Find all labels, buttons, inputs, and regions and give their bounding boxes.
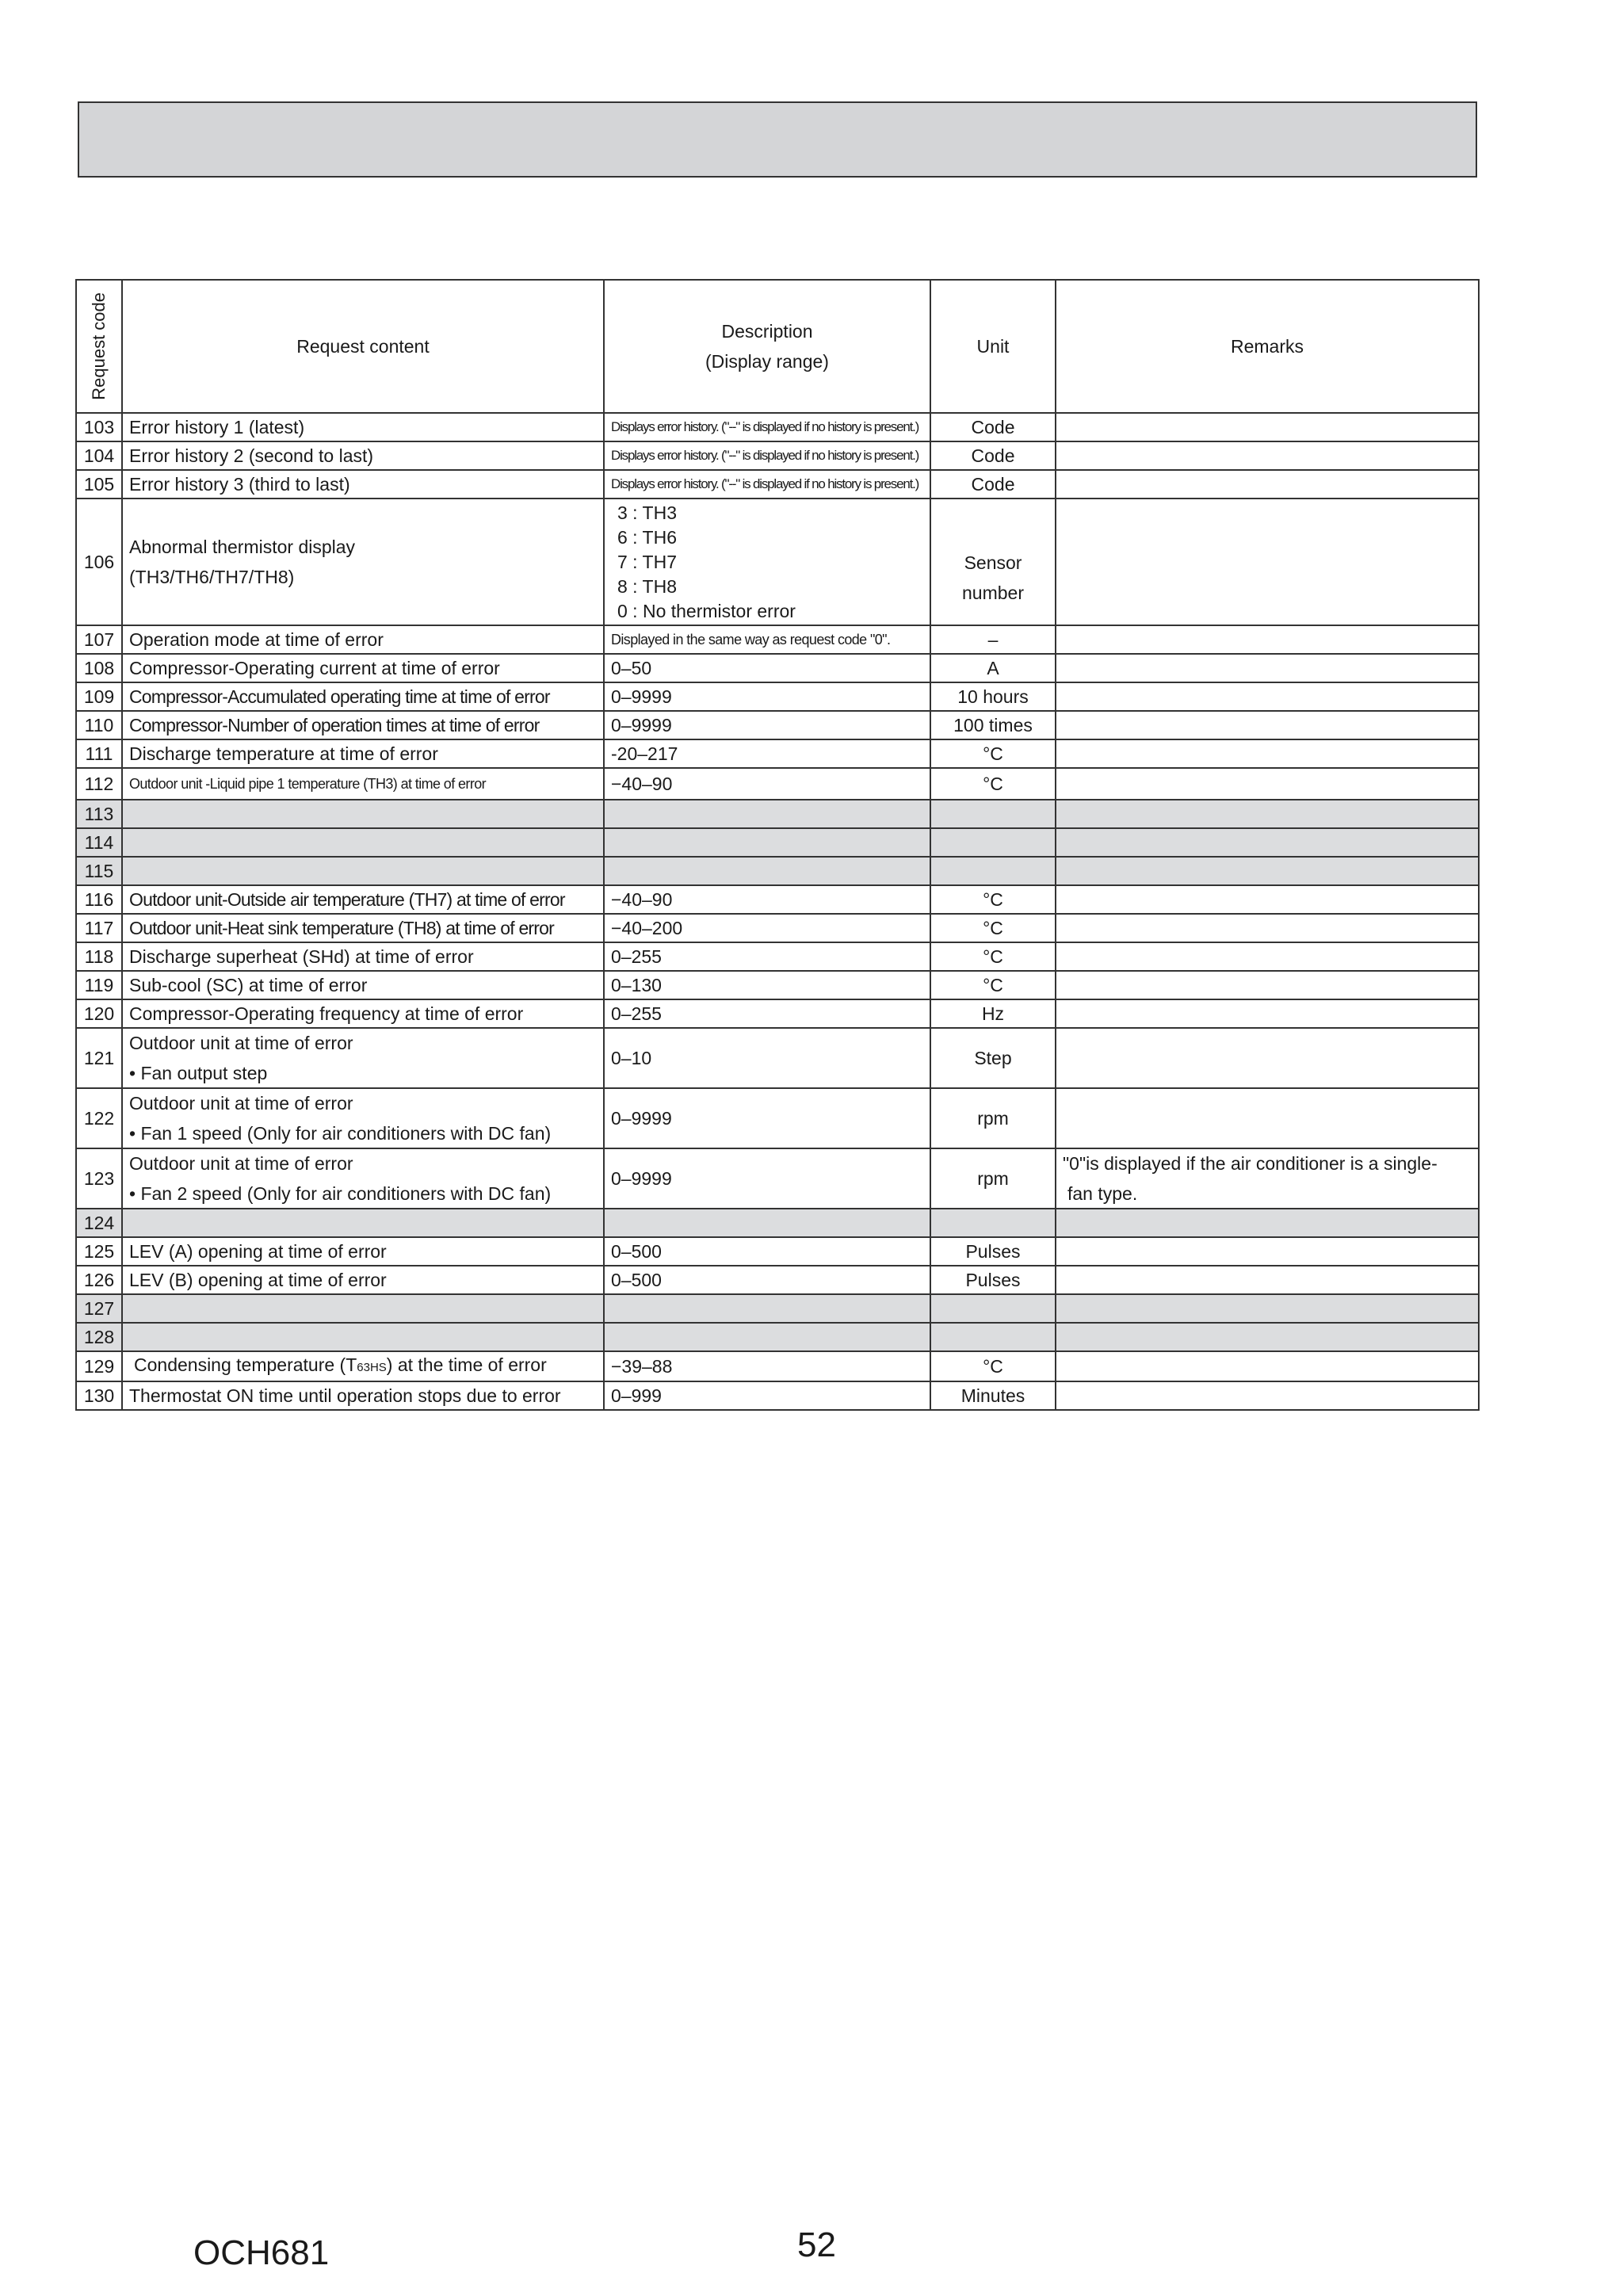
request-code: 110 <box>76 711 122 739</box>
remarks <box>1056 999 1479 1028</box>
description: 0–500 <box>604 1237 930 1266</box>
header-remarks: Remarks <box>1056 280 1479 413</box>
unit: rpm <box>930 1148 1056 1209</box>
table-row <box>76 1381 1479 1410</box>
description: 0–130 <box>604 971 930 999</box>
table-row <box>76 1266 1479 1294</box>
description: 0–9999 <box>604 682 930 711</box>
remarks <box>1056 914 1479 942</box>
request-content: Error history 3 (third to last) <box>122 470 604 499</box>
unit: Code <box>930 413 1056 441</box>
request-content: Outdoor unit-Heat sink temperature (TH8) at time of error <box>122 914 604 942</box>
table-row <box>76 654 1479 682</box>
table-row <box>76 1148 1479 1209</box>
remarks <box>1056 1028 1479 1088</box>
request-content: Outdoor unit at time of error • Fan 1 speed (Only for air conditioners with DC fan) <box>122 1088 604 1148</box>
description: −40–90 <box>604 885 930 914</box>
request-content: Outdoor unit at time of error • Fan output step <box>122 1028 604 1088</box>
request-content: Discharge superheat (SHd) at time of error <box>122 942 604 971</box>
description: -20–217 <box>604 739 930 768</box>
request-content: Outdoor unit -Liquid pipe 1 temperature (TH3) at time of error <box>122 768 604 800</box>
table-row-unused <box>76 1294 1479 1323</box>
request-content: Compressor-Operating frequency at time of error <box>122 999 604 1028</box>
table-row-unused <box>76 857 1479 885</box>
unit: – <box>930 625 1056 654</box>
request-code: 121 <box>76 1028 122 1088</box>
remarks <box>1056 625 1479 654</box>
request-code: 118 <box>76 942 122 971</box>
remarks <box>1056 971 1479 999</box>
request-code: 112 <box>76 768 122 800</box>
request-code: 106 <box>76 499 122 625</box>
table-row <box>76 885 1479 914</box>
table-row <box>76 971 1479 999</box>
description: Displayed in the same way as request code "0". <box>604 625 930 654</box>
table-row <box>76 413 1479 441</box>
request-code: 117 <box>76 914 122 942</box>
table-row <box>76 682 1479 711</box>
request-code: 116 <box>76 885 122 914</box>
table-row <box>76 711 1479 739</box>
remarks <box>1056 1351 1479 1381</box>
table-row-unused <box>76 800 1479 828</box>
request-content: Operation mode at time of error <box>122 625 604 654</box>
remarks <box>1056 1381 1479 1410</box>
table-row <box>76 625 1479 654</box>
table-row <box>76 739 1479 768</box>
request-content: Outdoor unit at time of error • Fan 2 speed (Only for air conditioners with DC fan) <box>122 1148 604 1209</box>
remarks <box>1056 441 1479 470</box>
table-row <box>76 914 1479 942</box>
request-code: 105 <box>76 470 122 499</box>
description: 0–9999 <box>604 711 930 739</box>
section-header-bar <box>78 101 1477 178</box>
table-row <box>76 441 1479 470</box>
unit: Pulses <box>930 1237 1056 1266</box>
unit: Step <box>930 1028 1056 1088</box>
request-content: Condensing temperature (T63HS) at the time of error <box>122 1351 604 1381</box>
remarks <box>1056 739 1479 768</box>
unit: °C <box>930 914 1056 942</box>
unit: rpm <box>930 1088 1056 1148</box>
request-code: 127 <box>76 1294 122 1323</box>
request-code: 122 <box>76 1088 122 1148</box>
request-content: Compressor-Number of operation times at time of error <box>122 711 604 739</box>
table-row-unused <box>76 1323 1479 1351</box>
table-row <box>76 768 1479 800</box>
description: 0–255 <box>604 942 930 971</box>
unit: °C <box>930 739 1056 768</box>
remarks <box>1056 885 1479 914</box>
description: 0–999 <box>604 1381 930 1410</box>
request-code: 128 <box>76 1323 122 1351</box>
table-row <box>76 1237 1479 1266</box>
request-code: 114 <box>76 828 122 857</box>
remarks <box>1056 768 1479 800</box>
header-request-code: Request code <box>76 280 122 413</box>
table-row <box>76 1028 1479 1088</box>
remarks <box>1056 1237 1479 1266</box>
table-row <box>76 999 1479 1028</box>
footer-model-number: OCH681 <box>193 2233 330 2272</box>
unit: °C <box>930 768 1056 800</box>
request-code: 104 <box>76 441 122 470</box>
remarks <box>1056 499 1479 625</box>
description: 0–50 <box>604 654 930 682</box>
footer-page-number: 52 <box>797 2225 836 2264</box>
request-code: 126 <box>76 1266 122 1294</box>
request-code: 111 <box>76 739 122 768</box>
request-code: 124 <box>76 1209 122 1237</box>
table-row <box>76 1351 1479 1381</box>
request-content: Thermostat ON time until operation stops due to error <box>122 1381 604 1410</box>
header-description: Description (Display range) <box>604 280 930 413</box>
table-row-unused <box>76 828 1479 857</box>
description: 0–255 <box>604 999 930 1028</box>
table-row <box>76 1088 1479 1148</box>
unit: Code <box>930 441 1056 470</box>
description: 0–500 <box>604 1266 930 1294</box>
description: Displays error history. ("--" is displayed if no history is present.) <box>604 441 930 470</box>
request-code: 125 <box>76 1237 122 1266</box>
table-row-unused <box>76 1209 1479 1237</box>
table-row <box>76 470 1479 499</box>
request-code: 113 <box>76 800 122 828</box>
unit: °C <box>930 942 1056 971</box>
remarks <box>1056 470 1479 499</box>
request-content: Error history 1 (latest) <box>122 413 604 441</box>
description: 0–10 <box>604 1028 930 1088</box>
description: Displays error history. ("--" is displayed if no history is present.) <box>604 413 930 441</box>
request-code: 103 <box>76 413 122 441</box>
request-content: Sub-cool (SC) at time of error <box>122 971 604 999</box>
description: 3 : TH3 6 : TH6 7 : TH7 8 : TH8 0 : No thermistor error <box>604 499 930 625</box>
request-code: 119 <box>76 971 122 999</box>
remarks <box>1056 711 1479 739</box>
remarks <box>1056 1088 1479 1148</box>
unit: 10 hours <box>930 682 1056 711</box>
unit: °C <box>930 971 1056 999</box>
unit: Code <box>930 470 1056 499</box>
remarks <box>1056 413 1479 441</box>
remarks <box>1056 654 1479 682</box>
remarks <box>1056 1266 1479 1294</box>
description: Displays error history. ("--" is displayed if no history is present.) <box>604 470 930 499</box>
unit: 100 times <box>930 711 1056 739</box>
request-code: 120 <box>76 999 122 1028</box>
request-content: LEV (B) opening at time of error <box>122 1266 604 1294</box>
request-code: 129 <box>76 1351 122 1381</box>
remarks <box>1056 682 1479 711</box>
request-content: Compressor-Accumulated operating time at time of error <box>122 682 604 711</box>
request-code: 123 <box>76 1148 122 1209</box>
remarks <box>1056 942 1479 971</box>
unit: Pulses <box>930 1266 1056 1294</box>
table-row <box>76 499 1479 625</box>
unit: Hz <box>930 999 1056 1028</box>
description: −40–90 <box>604 768 930 800</box>
request-content: Outdoor unit-Outside air temperature (TH7) at time of error <box>122 885 604 914</box>
description: −40–200 <box>604 914 930 942</box>
request-code: 130 <box>76 1381 122 1410</box>
request-code: 108 <box>76 654 122 682</box>
header-request-content: Request content <box>122 280 604 413</box>
description: −39–88 <box>604 1351 930 1381</box>
request-code: 107 <box>76 625 122 654</box>
header-unit: Unit <box>930 280 1056 413</box>
request-content: LEV (A) opening at time of error <box>122 1237 604 1266</box>
request-content: Error history 2 (second to last) <box>122 441 604 470</box>
request-content: Abnormal thermistor display (TH3/TH6/TH7/TH8) <box>122 499 604 625</box>
request-content: Compressor-Operating current at time of error <box>122 654 604 682</box>
unit: A <box>930 654 1056 682</box>
unit: °C <box>930 885 1056 914</box>
request-content: Discharge temperature at time of error <box>122 739 604 768</box>
request-code-table <box>75 279 1480 1411</box>
description: 0–9999 <box>604 1088 930 1148</box>
table-row <box>76 942 1479 971</box>
request-code-table-container <box>75 279 1478 1411</box>
unit: °C <box>930 1351 1056 1381</box>
request-code: 115 <box>76 857 122 885</box>
unit: Sensor number <box>930 499 1056 625</box>
unit: Minutes <box>930 1381 1056 1410</box>
request-code: 109 <box>76 682 122 711</box>
table-header-row <box>76 280 1479 413</box>
description: 0–9999 <box>604 1148 930 1209</box>
remarks: "0"is displayed if the air conditioner is a single- fan type. <box>1056 1148 1479 1209</box>
